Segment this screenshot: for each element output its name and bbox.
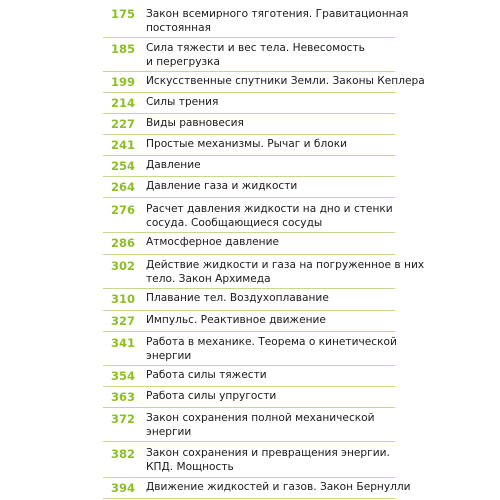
entry-title-line: Плавание тел. Воздухоплавание <box>146 292 329 304</box>
entry-title-line: Сила тяжести и вес тела. Невесомость <box>146 42 365 54</box>
entry-title <box>146 203 398 231</box>
entry-title <box>146 292 398 306</box>
entry-title <box>146 447 398 475</box>
entry-title-line: Давление <box>146 159 201 171</box>
toc-entry[interactable] <box>103 177 395 198</box>
entry-title-line: Закон сохранения полной механической <box>146 412 375 424</box>
entry-title <box>146 259 425 287</box>
page-number: 382 <box>111 447 136 461</box>
entry-title-line: Действие жидкости и газа на погруженное в них <box>146 259 425 271</box>
entry-title <box>146 390 398 404</box>
entry-title <box>146 412 398 440</box>
toc-entry[interactable] <box>103 3 409 38</box>
entry-title <box>146 117 398 131</box>
page-number: 241 <box>111 138 136 152</box>
entry-title-line: Атмосферное давление <box>146 236 279 248</box>
page-number: 264 <box>111 180 136 194</box>
toc-entry[interactable] <box>103 442 395 478</box>
entry-title-line: сосуда. Сообщающиеся сосуды <box>146 216 323 229</box>
toc-entry[interactable] <box>103 72 425 93</box>
entry-title-line: энергии <box>146 349 192 362</box>
page-number: 175 <box>111 7 136 21</box>
toc-entry[interactable] <box>103 311 395 332</box>
toc-entry[interactable] <box>103 332 395 366</box>
toc-entry[interactable] <box>103 233 395 255</box>
page-number: 363 <box>111 390 136 404</box>
entry-title <box>146 236 398 250</box>
entry-title-line: Закон всемирного тяготения. Гравитационная <box>146 8 409 20</box>
toc-entry[interactable] <box>103 387 395 408</box>
entry-title-line: Движение жидкостей и газов. Закон Бернулли <box>146 481 411 493</box>
page-number: 199 <box>111 75 136 89</box>
entry-title-line: Искусственные спутники Земли. Законы Кеплера <box>146 75 425 87</box>
page-number: 276 <box>111 203 136 217</box>
entry-title-line: Работа силы тяжести <box>146 369 267 381</box>
table-of-contents <box>103 0 425 500</box>
entry-title <box>146 42 398 70</box>
entry-title <box>146 369 398 383</box>
entry-title-line: тело. Закон Архимеда <box>146 272 271 285</box>
entry-title <box>146 481 411 495</box>
entry-title-line: Давление газа и жидкости <box>146 180 298 192</box>
page-number: 254 <box>111 159 136 173</box>
entry-title <box>146 96 398 110</box>
toc-entry[interactable] <box>103 366 395 387</box>
page-number: 372 <box>111 412 136 426</box>
toc-entry[interactable] <box>103 478 411 499</box>
entry-title <box>146 180 398 194</box>
entry-title <box>146 8 409 36</box>
entry-title <box>146 314 398 328</box>
toc-entry[interactable] <box>103 135 395 156</box>
page-number: 302 <box>111 259 136 273</box>
entry-title-line: Виды равновесия <box>146 117 244 129</box>
toc-entry[interactable] <box>103 255 425 289</box>
page-number: 354 <box>111 369 136 383</box>
page-number: 310 <box>111 292 136 306</box>
toc-entry[interactable] <box>103 93 395 114</box>
entry-title <box>146 75 425 89</box>
page-number: 185 <box>111 42 136 56</box>
entry-title-line: КПД. Мощность <box>146 460 234 473</box>
entry-title-line: Импульс. Реактивное движение <box>146 314 326 326</box>
page-number: 394 <box>111 481 136 495</box>
entry-title-line: Работа в механике. Теорема о кинетической <box>146 336 397 348</box>
entry-title-line: Простые механизмы. Рычаг и блоки <box>146 138 347 150</box>
toc-entry[interactable] <box>103 156 395 177</box>
entry-title-line: Силы трения <box>146 96 219 108</box>
entry-title <box>146 159 398 173</box>
entry-title <box>146 138 398 152</box>
page-number: 341 <box>111 336 136 350</box>
entry-title <box>146 336 398 364</box>
entry-title-line: энергии <box>146 425 192 438</box>
entry-title-line: и перегрузка <box>146 55 221 68</box>
entry-title-line: постоянная <box>146 21 211 34</box>
entry-title-line: Закон сохранения и превращения энергии. <box>146 447 390 459</box>
page-number: 214 <box>111 96 136 110</box>
toc-entry[interactable] <box>103 38 395 72</box>
page-number: 327 <box>111 314 136 328</box>
toc-entry[interactable] <box>103 408 395 442</box>
toc-entry[interactable] <box>103 289 395 311</box>
entry-title-line: Расчет давления жидкости на дно и стенки <box>146 203 393 215</box>
toc-entry[interactable] <box>103 198 395 233</box>
page-number: 227 <box>111 117 136 131</box>
page-number: 286 <box>111 236 136 250</box>
toc-entry[interactable] <box>103 114 395 135</box>
entry-title-line: Работа силы упругости <box>146 390 277 402</box>
